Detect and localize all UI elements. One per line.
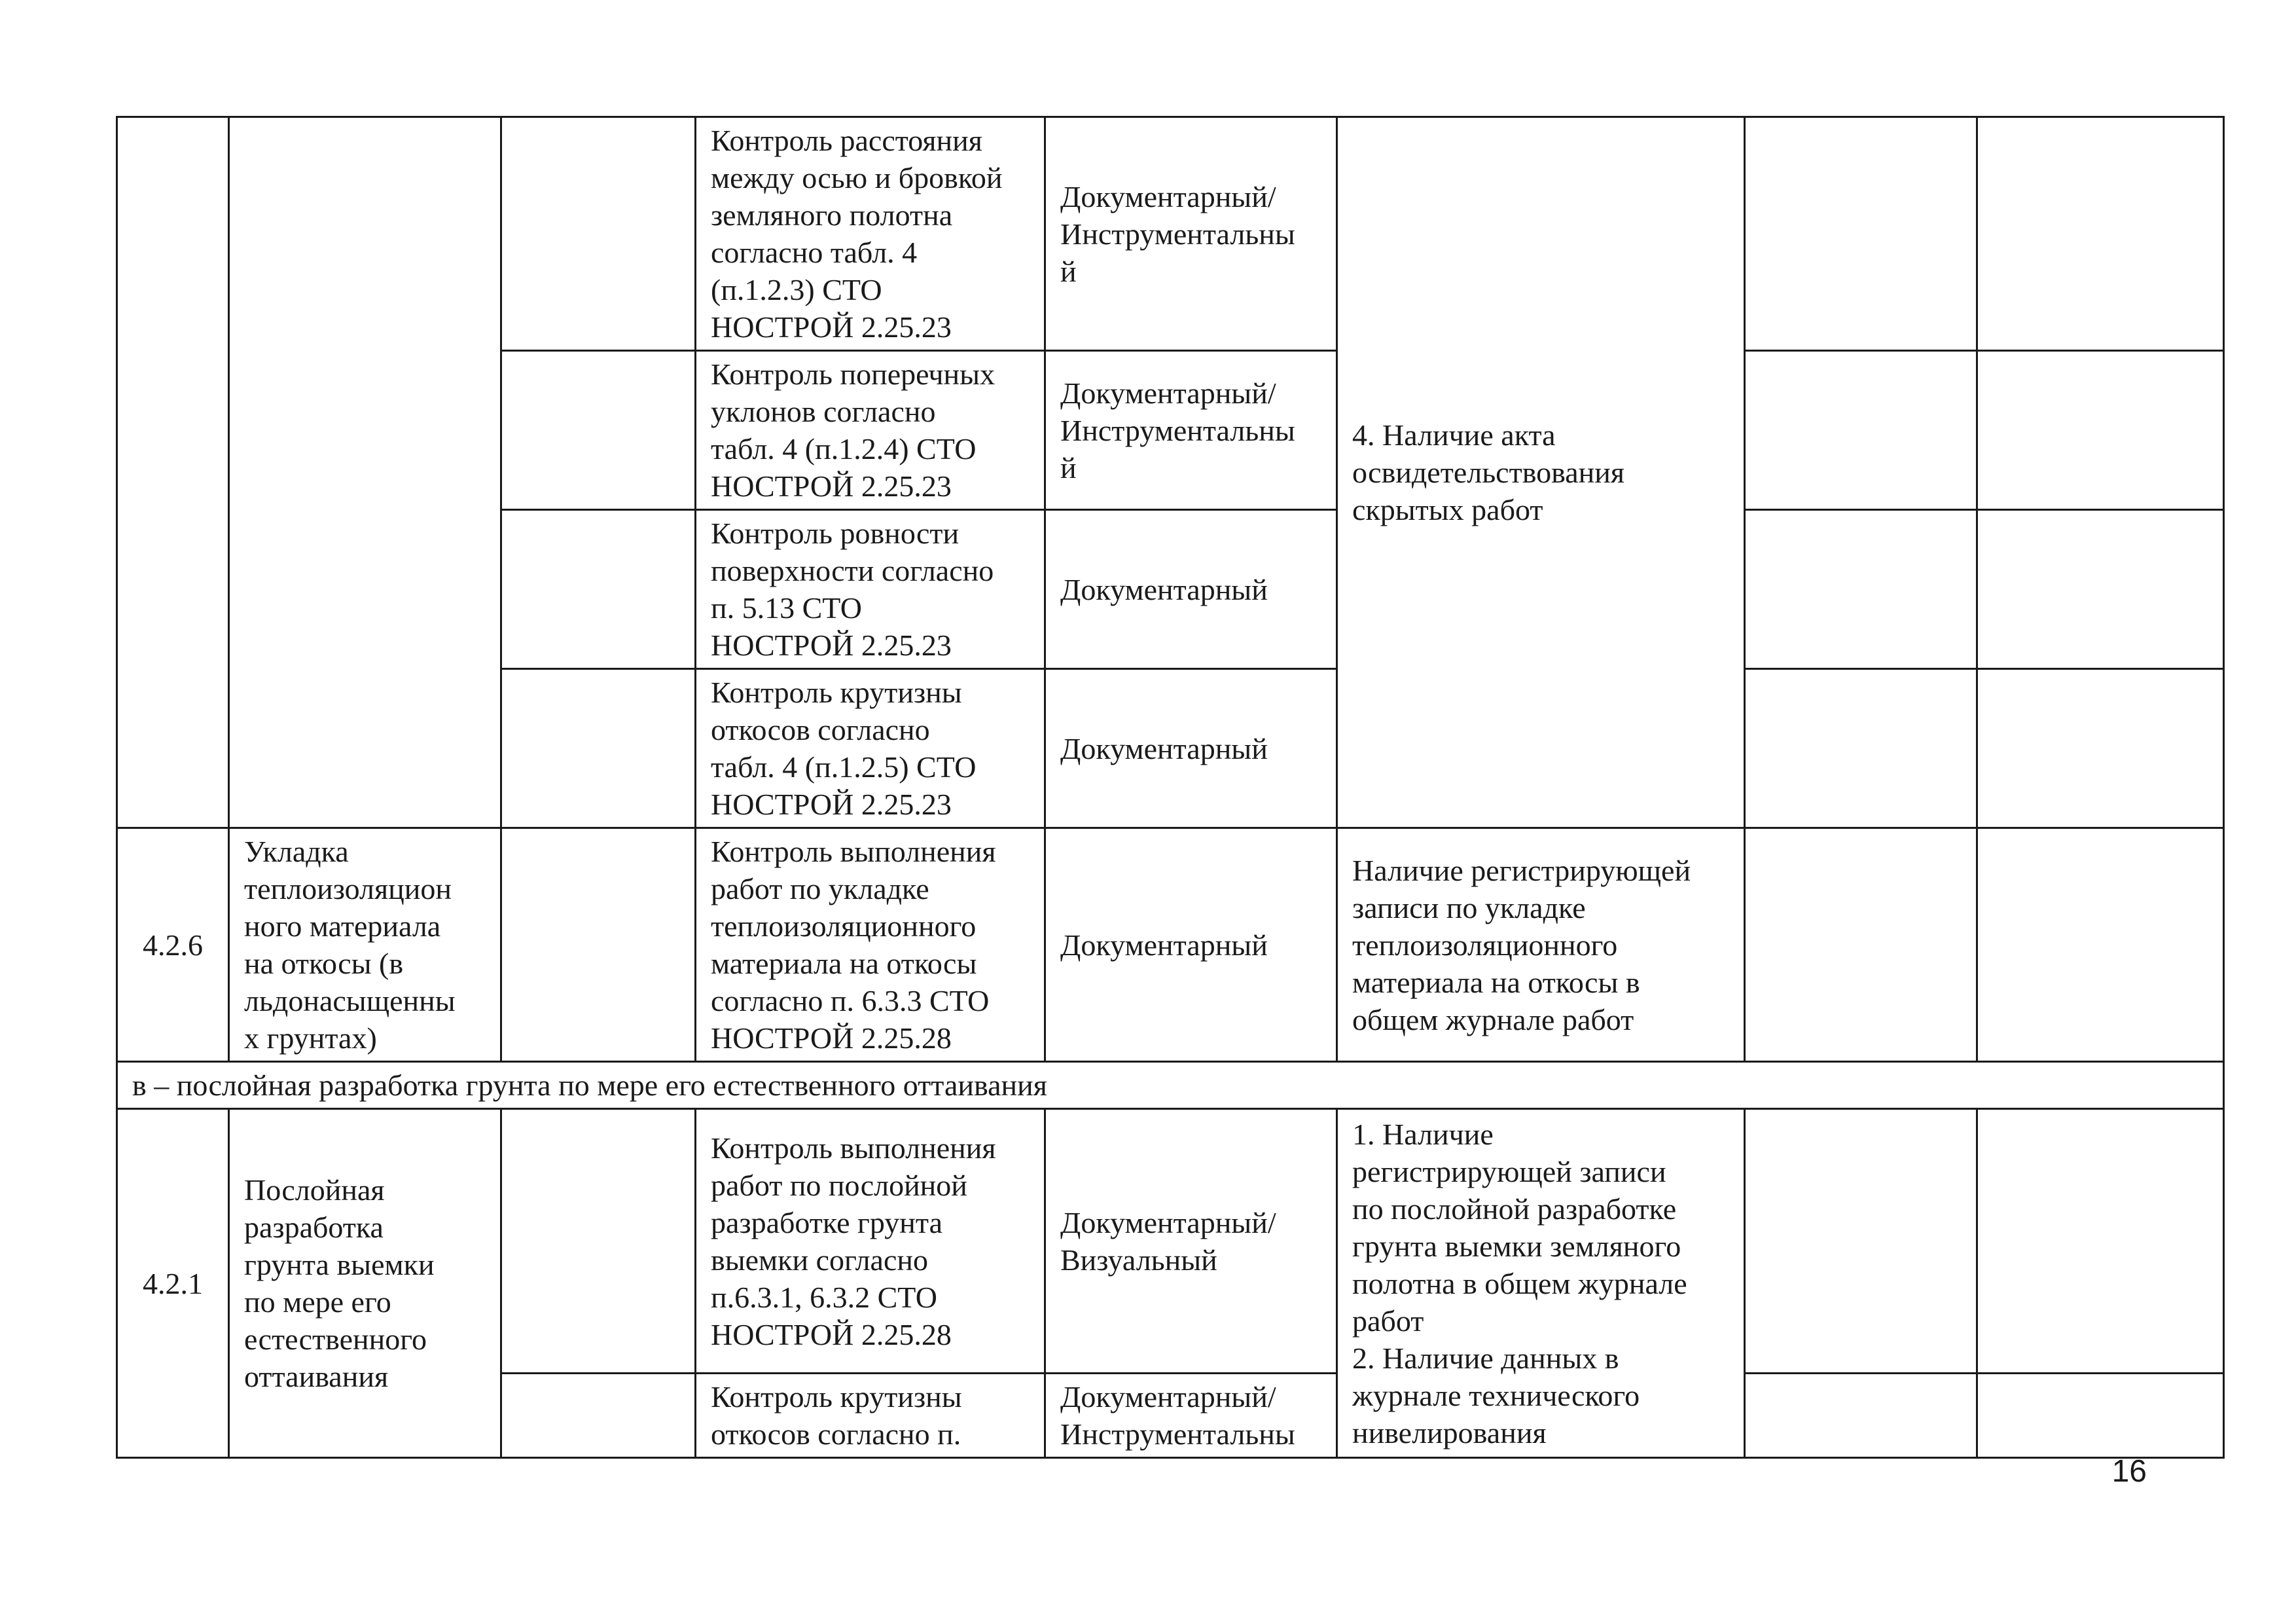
cell-empty (1977, 1374, 2224, 1458)
cell-work-name (229, 117, 501, 828)
cell-empty (1977, 669, 2224, 828)
cell-empty (501, 669, 696, 828)
cell-control-item: Контроль выполнения работ по послойной разработке грунта выемки согласно п.6.3.1, 6.3.2 СТО НОСТРОЙ 2.25.28 (696, 1109, 1045, 1374)
cell-empty (501, 1374, 696, 1458)
cell-documentation: Наличие регистрирующей записи по укладке теплоизоляционного материала на откосы в общем журнале работ (1337, 828, 1745, 1062)
cell-empty (1745, 1109, 1977, 1374)
cell-empty (1745, 117, 1977, 351)
cell-control-method: Документарный/ Инструментальны (1045, 1374, 1337, 1458)
cell-empty (1977, 351, 2224, 510)
cell-empty (1977, 828, 2224, 1062)
cell-empty (1977, 117, 2224, 351)
cell-empty (501, 1109, 696, 1374)
cell-control-item: Контроль крутизны откосов согласно п. (696, 1374, 1045, 1458)
cell-number: 4.2.1 (117, 1109, 229, 1458)
cell-control-method: Документарный/ Инструментальны й (1045, 117, 1337, 351)
cell-empty (1977, 510, 2224, 669)
cell-work-name: Укладка теплоизоляцион ного материала на откосы (в льдонасыщенны х грунтах) (229, 828, 501, 1062)
table-row (117, 117, 2224, 351)
section-row (117, 1062, 2224, 1109)
cell-control-item: Контроль выполнения работ по укладке теплоизоляционного материала на откосы согласно п. 6.3.3 СТО НОСТРОЙ 2.25.28 (696, 828, 1045, 1062)
cell-number: 4.2.6 (117, 828, 229, 1062)
cell-empty (1977, 1109, 2224, 1374)
cell-control-method: Документарный (1045, 669, 1337, 828)
cell-control-item: Контроль поперечных уклонов согласно табл. 4 (п.1.2.4) СТО НОСТРОЙ 2.25.23 (696, 351, 1045, 510)
table-row (117, 828, 2224, 1062)
cell-empty (501, 510, 696, 669)
page-number: 16 (2111, 1454, 2147, 1489)
cell-empty (1745, 828, 1977, 1062)
table-row (117, 1109, 2224, 1374)
section-heading: в – послойная разработка грунта по мере его естественного оттаивания (117, 1062, 2224, 1109)
cell-control-method: Документарный/ Визуальный (1045, 1109, 1337, 1374)
cell-empty (1745, 351, 1977, 510)
cell-empty (501, 117, 696, 351)
cell-empty (1745, 510, 1977, 669)
cell-control-item: Контроль расстояния между осью и бровкой земляного полотна согласно табл. 4 (п.1.2.3) СТО НОСТРОЙ 2.25.23 (696, 117, 1045, 351)
cell-empty (501, 828, 696, 1062)
cell-documentation: 4. Наличие акта освидетельствования скрытых работ (1337, 117, 1745, 828)
cell-control-method: Документарный (1045, 828, 1337, 1062)
cell-empty (1745, 1374, 1977, 1458)
cell-control-item: Контроль крутизны откосов согласно табл. 4 (п.1.2.5) СТО НОСТРОЙ 2.25.23 (696, 669, 1045, 828)
cell-empty (501, 351, 696, 510)
cell-control-method: Документарный (1045, 510, 1337, 669)
cell-control-item: Контроль ровности поверхности согласно п. 5.13 СТО НОСТРОЙ 2.25.23 (696, 510, 1045, 669)
cell-number (117, 117, 229, 828)
cell-documentation: 1. Наличие регистрирующей записи по послойной разработке грунта выемки земляного полотна в общем журнале работ 2. Наличие данных в журнале технического нивелирования (1337, 1109, 1745, 1458)
control-table (116, 116, 2225, 1459)
cell-control-method: Документарный/ Инструментальны й (1045, 351, 1337, 510)
cell-work-name: Послойная разработка грунта выемки по мере его естественного оттаивания (229, 1109, 501, 1458)
cell-empty (1745, 669, 1977, 828)
